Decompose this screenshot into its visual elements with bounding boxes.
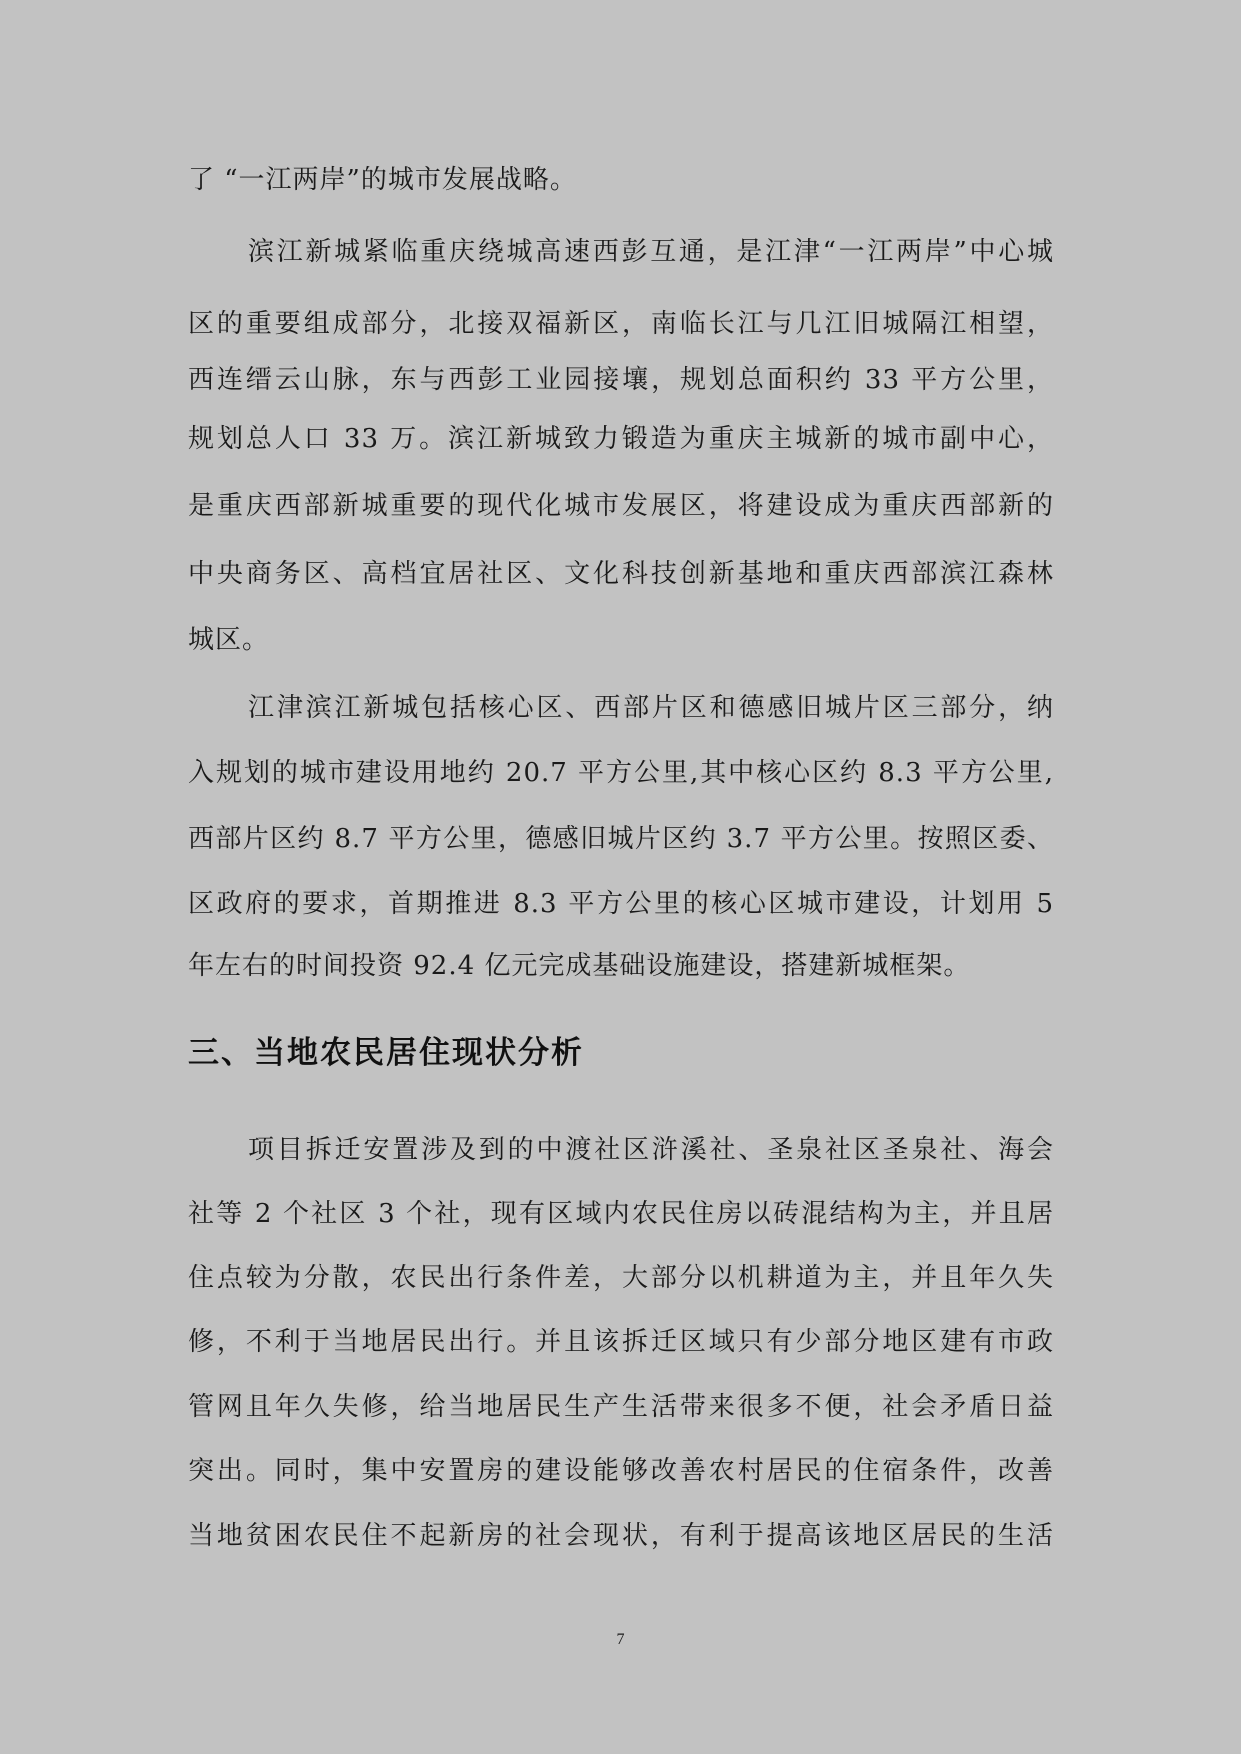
text-line: 中央商务区、高档宜居社区、文化科技创新基地和重庆西部滨江森林 (188, 559, 1054, 589)
text-line: 住点较为分散，农民出行条件差，大部分以机耕道为主，并且年久失 (188, 1263, 1054, 1293)
text-line: 西连缙云山脉，东与西彭工业园接壤，规划总面积约 33 平方公里， (188, 365, 1054, 395)
text-line: 规划总人口 33 万。滨江新城致力锻造为重庆主城新的城市副中心， (188, 424, 1054, 454)
text-line: 了 “一江两岸”的城市发展战略。 (188, 165, 577, 195)
text-line: 是重庆西部新城重要的现代化城市发展区，将建设成为重庆西部新的 (188, 491, 1054, 521)
text-line: 突出。同时，集中安置房的建设能够改善农村居民的住宿条件，改善 (188, 1456, 1054, 1486)
text-line: 项目拆迁安置涉及到的中渡社区浒溪社、圣泉社区圣泉社、海会 (248, 1135, 1054, 1165)
text-line: 西部片区约 8.7 平方公里，德感旧城片区约 3.7 平方公里。按照区委、 (188, 824, 1054, 854)
text-line: 江津滨江新城包括核心区、西部片区和德感旧城片区三部分，纳 (248, 693, 1054, 723)
text-line: 社等 2 个社区 3 个社，现有区域内农民住房以砖混结构为主，并且居 (188, 1199, 1054, 1229)
page-number: 7 (616, 1631, 625, 1648)
section-heading: 三、当地农民居住现状分析 (188, 1035, 584, 1071)
text-line: 城区。 (188, 625, 270, 655)
text-line: 区的重要组成部分，北接双福新区，南临长江与几江旧城隔江相望， (188, 309, 1054, 339)
text-line: 管网且年久失修，给当地居民生产生活带来很多不便，社会矛盾日益 (188, 1392, 1054, 1422)
text-line: 区政府的要求，首期推进 8.3 平方公里的核心区城市建设，计划用 5 (188, 889, 1054, 919)
text-line: 年左右的时间投资 92.4 亿元完成基础设施建设，搭建新城框架。 (188, 951, 971, 981)
text-line: 滨江新城紧临重庆绕城高速西彭互通，是江津“一江两岸”中心城 (248, 237, 1054, 267)
text-line: 修，不利于当地居民出行。并且该拆迁区域只有少部分地区建有市政 (188, 1327, 1054, 1357)
text-line: 入规划的城市建设用地约 20.7 平方公里,其中核心区约 8.3 平方公里, (188, 758, 1054, 788)
text-line: 当地贫困农民住不起新房的社会现状，有利于提高该地区居民的生活 (188, 1521, 1054, 1551)
